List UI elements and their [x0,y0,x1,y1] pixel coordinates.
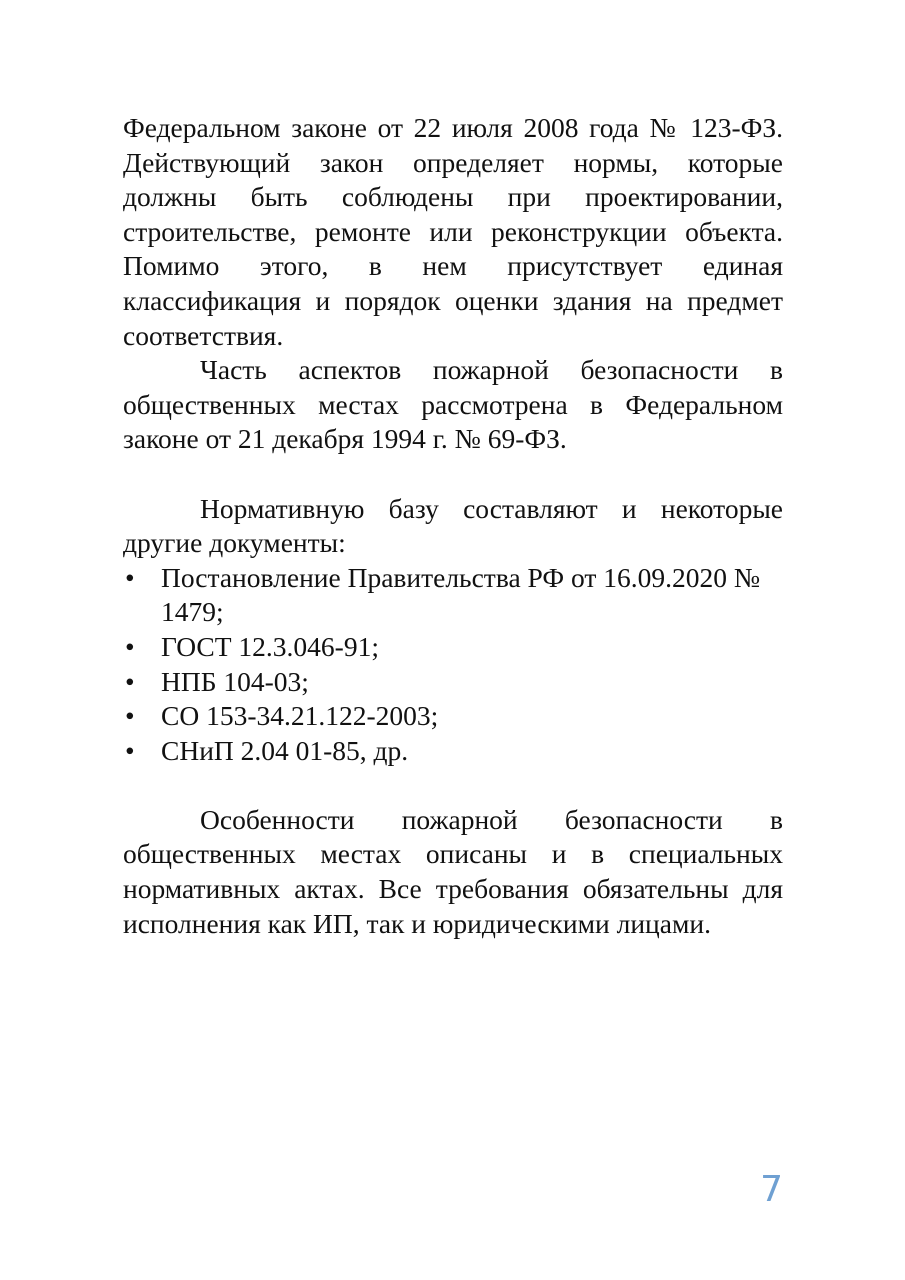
list-item-text: ГОСТ 12.3.046-91; [161,630,379,662]
bullet-icon: • [125,700,135,732]
list-item [123,561,783,630]
page-number: 7 [760,1169,783,1210]
paragraph-normative-base: Нормативную базу составляют и некоторые другие документы: [123,492,783,559]
paragraph-special-acts: Особенности пожарной безопасности в общественных местах описаны и в специальных нормативных актах. Все требования обязательны для исполнения как ИП, так и юридическими лицами. [123,803,783,939]
paragraph-law-69: Часть аспектов пожарной безопасности в общественных местах рассмотрена в Федеральном законе от 21 декабря 1994 г. № 69-ФЗ. [123,354,783,455]
bullet-icon: • [125,665,135,697]
list-item-text: Постановление Правительства РФ от 16.09.2020 № 1479; [161,561,761,628]
list-item-text: СО 153-34.21.122-2003; [161,700,439,732]
list-item-text: НПБ 104-03; [161,665,309,697]
list-item [123,699,783,734]
bullet-icon: • [125,734,135,766]
list-item [123,630,783,665]
documents-list [123,561,783,769]
spacer [123,457,783,492]
spacer [123,768,783,803]
list-item [123,734,783,769]
bullet-icon: • [125,561,135,593]
bullet-icon: • [125,630,135,662]
paragraph-law-123: Федеральном законе от 22 июля 2008 года № 123-ФЗ. Действующий закон определяет нормы, которые должны быть соблюдены при проектировании, строительстве, ремонте или реконструкции объекта. Помимо этого, в нем присутствует единая классификация и порядок оценки здания на предмет соответствия. [123,112,783,351]
list-item [123,665,783,700]
list-item-text: СНиП 2.04 01-85, др. [161,734,409,766]
page-content [123,111,783,941]
